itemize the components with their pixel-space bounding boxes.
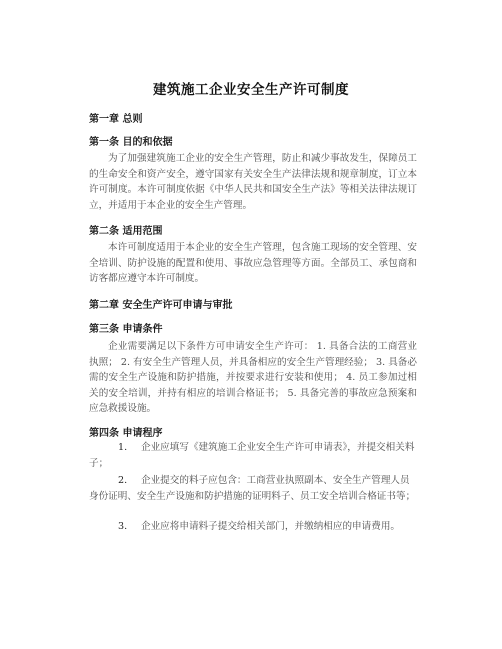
application-step xyxy=(89,473,417,504)
article-2-heading: 第二条 适用范围 xyxy=(89,226,163,237)
step-number: 3. xyxy=(118,521,128,532)
step-number: 1. xyxy=(118,442,128,453)
step-text: 企业应将申请料子提交给相关部门，并缴纳相应的申请费用。 xyxy=(141,521,401,532)
document-title: 建筑施工企业安全生产许可制度 xyxy=(153,82,349,98)
article-4-heading: 第四条 申请程序 xyxy=(89,428,163,439)
article-1-heading: 第一条 目的和依据 xyxy=(89,137,173,148)
article-3-heading: 第三条 申请条件 xyxy=(89,324,163,335)
application-step xyxy=(89,440,417,471)
step-text: 企业提交的料子应包含：工商营业执照副本、安全生产管理人员身份证明、安全生产设施和防护措施的证明料子、员工安全培训合格证书等； xyxy=(89,475,416,502)
step-text: 企业应填写《建筑施工企业安全生产许可申请表》，并提交相关料子； xyxy=(89,442,415,469)
article-3-body: 企业需要满足以下条件方可申请安全生产许可： 1. 具备合法的工商营业执照； 2. 有安全生产管理人员，并具备相应的安全生产管理经验； 3. 具备必需的安全生产设施和防护措施，并按要求进行安装和使用； 4. 员工参加过相关的安全培训，并持有相应的培训合格证书； 5. 具备完善的事故应急预案和应急救援设施。 xyxy=(89,341,417,415)
chapter-2-heading: 第二章 安全生产许可申请与审批 xyxy=(89,300,233,311)
step-number: 2. xyxy=(118,475,128,486)
application-step xyxy=(89,519,417,535)
article-2-body: 本许可制度适用于本企业的安全生产管理，包含施工现场的安全管理、安全培训、防护设施的配置和使用、事故应急管理等方面。全部员工、承包商和访客都应遵守本许可制度。 xyxy=(89,242,417,285)
article-1-body: 为了加强建筑施工企业的安全生产管理，防止和减少事故发生，保障员工的生命安全和资产安全，遵守国家有关安全生产法律法规和规章制度，订立本许可制度。本许可制度依据《中华人民共和国安全生产法》等相关法律法规订立，并适用于本企业的安全生产管理。 xyxy=(89,153,417,211)
chapter-1-heading: 第一章 总则 xyxy=(89,114,143,125)
